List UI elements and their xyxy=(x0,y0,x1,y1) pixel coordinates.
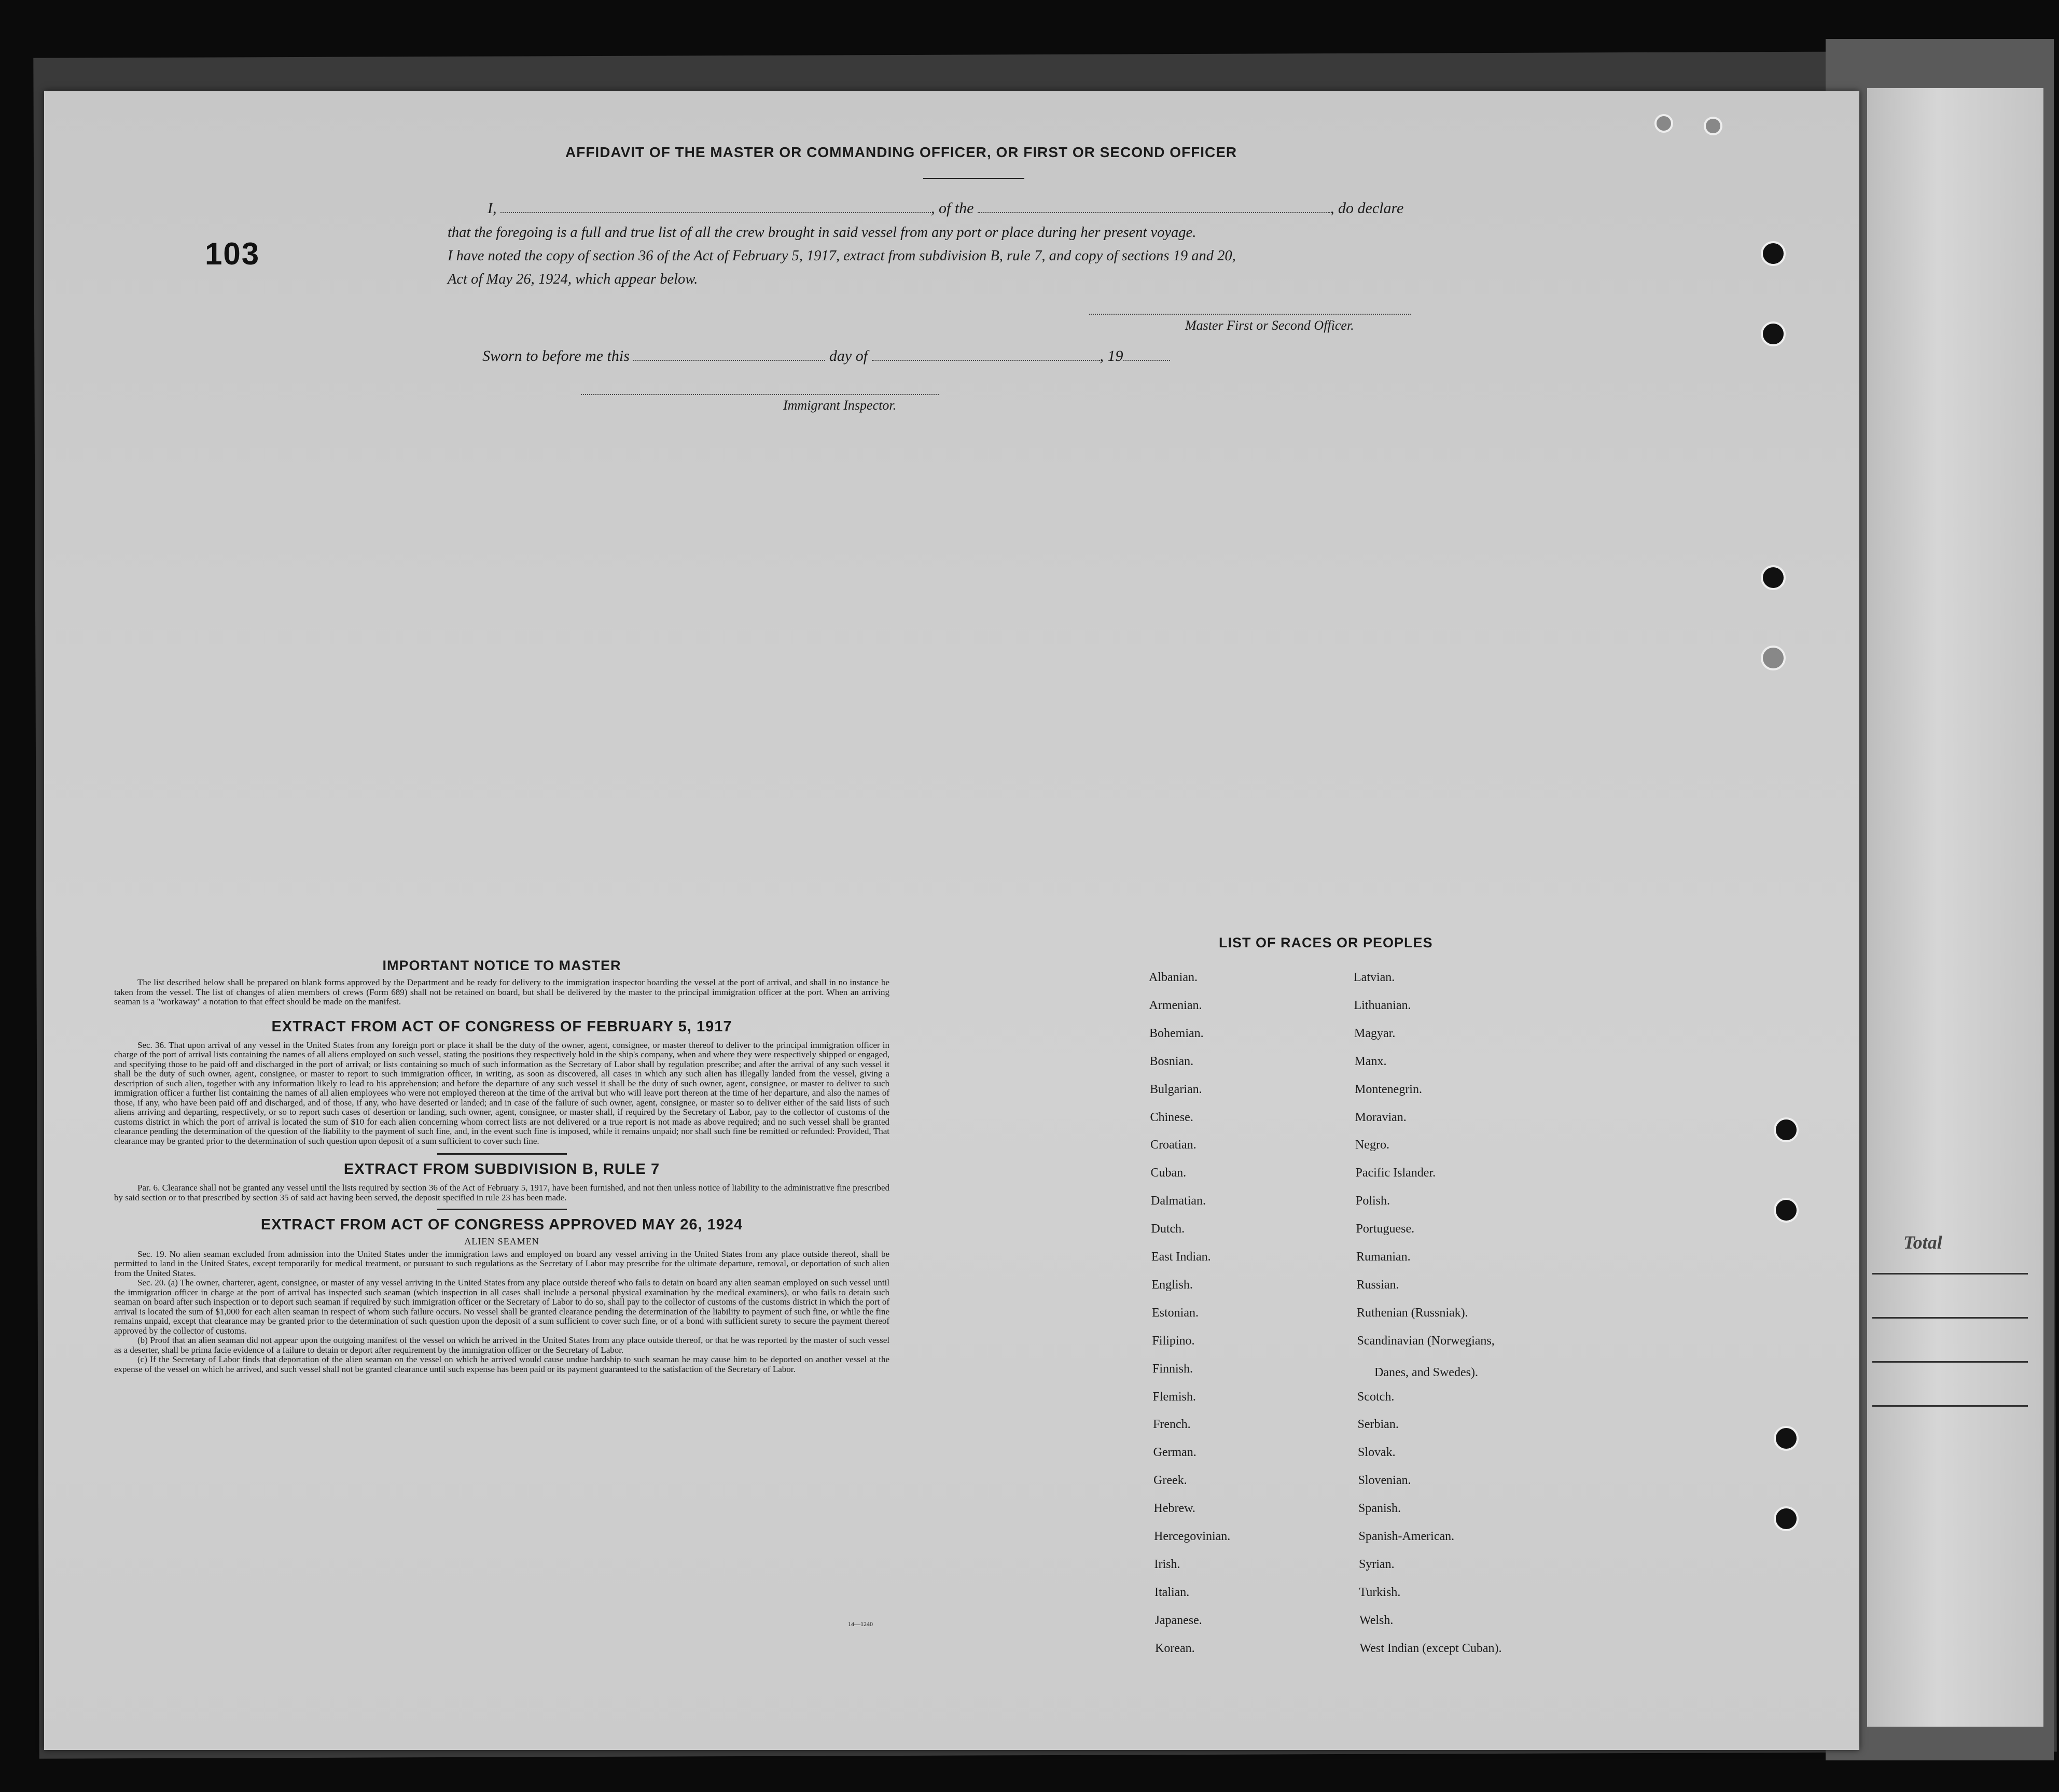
race-item: Finnish. xyxy=(1152,1362,1193,1376)
day-of-text: day of xyxy=(829,347,868,365)
race-item: Japanese. xyxy=(1154,1613,1202,1627)
race-item: Latvian. xyxy=(1354,971,1395,984)
sec-20a-body: Sec. 20. (a) The owner, charterer, agent, consignee, or master of any vessel arriving in the United States from any place outside thereof who fails to detain on board any alien seaman employed on such vessel until the immigration officer in charge at the port of arrival has inspected such seaman (which inspection in all cases shall include a personal physical examination by the medical examiners), or who fails to detain such seaman on board after such inspection or to deport such seaman if required by such immigration officer or the Secretary of Labor to do so, shall pay to the collector of customs of the customs district in which the port of arrival is located the sum of $1,000 for each alien seaman in respect of whom such failure occurs. No vessel shall be granted clearance pending the determination of the liability to payment of such fine, or while the fine remains unpaid, except that clearance may be granted prior to the determination of such question upon the deposit of a sum sufficient to cover such fine, or of a bond with sufficient surety to secure the payment thereof approved by the collector of customs. xyxy=(114,1278,889,1336)
race-item: Danes, and Swedes). xyxy=(1374,1366,1478,1379)
sec-19-body: Sec. 19. No alien seaman excluded from admission into the United States under the immigration laws and employed on board any vessel arriving in the United States from any place outside thereof, shall be permitted to land in the United States, except temporarily for medical treatment, or pursuant to such regulations as the Secretary of Labor may prescribe for the ultimate departure, removal, or deportation of such alien from the United States. xyxy=(114,1249,889,1278)
race-item: Greek. xyxy=(1153,1474,1187,1488)
side-rule xyxy=(1872,1317,2028,1319)
race-item: Dalmatian. xyxy=(1151,1194,1206,1208)
inspector-signature-line[interactable] xyxy=(581,394,939,395)
punch-hole xyxy=(1761,565,1786,590)
vessel-blank[interactable] xyxy=(978,212,1330,213)
section-rule xyxy=(437,1209,567,1210)
punch-hole xyxy=(1761,646,1786,670)
race-item: Serbian. xyxy=(1357,1418,1399,1432)
race-item: Scandinavian (Norwegians, xyxy=(1357,1334,1495,1348)
race-item: Portuguese. xyxy=(1356,1222,1415,1236)
race-item: Negro. xyxy=(1355,1138,1389,1152)
race-item: Spanish-American. xyxy=(1358,1530,1455,1543)
sworn-month-blank[interactable] xyxy=(872,360,1100,361)
side-rule xyxy=(1872,1273,2028,1275)
affidavit-line-4: Act of May 26, 1924, which appear below. xyxy=(448,271,698,287)
extract-1924-title: EXTRACT FROM ACT OF CONGRESS APPROVED MAY 26, 1924 xyxy=(260,1216,743,1233)
race-item: French. xyxy=(1153,1418,1191,1432)
race-item: Polish. xyxy=(1356,1194,1390,1208)
side-rule xyxy=(1872,1405,2028,1407)
affidavit-do-declare: , do declare xyxy=(1330,200,1404,217)
subdivision-body: Par. 6. Clearance shall not be granted any vessel until the lists required by section 36 of the Act of February 5, 1917, have been furnished, and not then unless notice of liability to the administrative fine prescribed by said section or to that prescribed by section 35 of said act having been served, the deposit specified in rule 23 has been made. xyxy=(114,1183,889,1202)
adjacent-page-strip xyxy=(1867,88,2043,1727)
races-title: LIST OF RACES OR PEOPLES xyxy=(1219,935,1433,950)
race-item: English. xyxy=(1151,1278,1193,1292)
punch-hole xyxy=(1704,117,1722,135)
race-item: Irish. xyxy=(1154,1557,1180,1571)
race-item: Korean. xyxy=(1155,1641,1195,1655)
race-item: West Indian (except Cuban). xyxy=(1359,1641,1502,1655)
punch-hole xyxy=(1761,241,1786,266)
race-item: Rumanian. xyxy=(1356,1250,1411,1264)
race-item: Chinese. xyxy=(1150,1110,1193,1124)
notices-column xyxy=(114,958,889,1374)
punch-hole xyxy=(1774,1117,1799,1142)
sworn-text: Sworn to before me this xyxy=(482,347,630,365)
inspector-signature-label: Immigrant Inspector. xyxy=(783,398,897,413)
notice-body: The list described below shall be prepared on blank forms approved by the Department and be ready for delivery to the immigration inspector boarding the vessel at the port of arrival, and shall in no instance be taken from the vessel. The list of changes of alien members of crews (Form 689) shall not be retained on board, but shall be delivered by the master to the principal immigration officer at the port. When an arriving seaman is a "workaway" a notation to that effect should be made on the manifest. xyxy=(114,977,889,1006)
subdivision-title: EXTRACT FROM SUBDIVISION B, RULE 7 xyxy=(343,1161,660,1178)
race-item: Albanian. xyxy=(1149,971,1198,984)
extract-1917-title: EXTRACT FROM ACT OF CONGRESS OF FEBRUARY 5, 1917 xyxy=(271,1018,732,1035)
form-number: 14—1240 xyxy=(848,1620,873,1628)
race-item: Dutch. xyxy=(1151,1222,1185,1236)
race-item: Hercegovinian. xyxy=(1154,1530,1231,1543)
race-item: Lithuanian. xyxy=(1354,998,1411,1012)
race-item: Filipino. xyxy=(1152,1334,1195,1348)
master-signature-label: Master First or Second Officer. xyxy=(1185,318,1354,333)
race-item: Bulgarian. xyxy=(1150,1082,1202,1096)
race-item: Spanish. xyxy=(1358,1502,1401,1516)
stamp-number: 103 xyxy=(205,236,260,271)
race-item: Bosnian. xyxy=(1149,1054,1194,1068)
race-item: Bohemian. xyxy=(1149,1026,1204,1040)
race-item: Turkish. xyxy=(1359,1585,1401,1599)
manifest-page xyxy=(44,91,1859,1750)
race-item: Ruthenian (Russniak). xyxy=(1357,1306,1468,1320)
affidavit-title: AFFIDAVIT OF THE MASTER OR COMMANDING OFFICER, OR FIRST OR SECOND OFFICER xyxy=(565,144,1237,160)
extract-1917-body: Sec. 36. That upon arrival of any vessel in the United States from any foreign port or place it shall be the duty of the owner, agent, consignee, or master thereof to deliver to the principal immigration officer in charge of the port of arrival lists containing the names of all aliens employed on such vessel, stating the positions they respectively hold in the ship's company, when and where they were respectively shipped or engaged, and specifying those to be paid off and discharged in the port of arrival; or lists containing so much of such information as the Secretary of Labor shall by regulation prescribe; and after the arrival of any such vessel it shall be the duty of such owner, agent, consignee, or master to report to such immigration officer, in writing, as soon as discovered, all cases in which any such alien has illegally landed from the vessel, giving a description of such alien, together with any information likely to lead to his apprehension; and before the departure of any such vessel it shall be the duty of such owner, agent, consignee, or master to deliver to such immigration officer a further list containing the names of all alien employees who were not employed thereon at the time of the arrival but who will leave port thereon at the time of her departure, and also the names of those, if any, who have been paid off and discharged, and of those, if any, who have deserted or landed; and in case of the failure of such owner, agent, consignee, or master so to deliver either of the said lists of such aliens arriving and departing, respectively, or so to report such cases of desertion or landing, such owner, agent, consignee, or master shall, if required by the Secretary of Labor, pay to the collector of customs of the customs district in which the port of arrival is located the sum of $10 for each alien concerning whom correct lists are not delivered or a true report is not made as above required; and no such vessel shall be granted clearance pending the determination of the question of the liability to the payment of such fine, and, in the event such fine is imposed, while it remains unpaid; nor shall such fine be remitted or refunded: Provided, That clearance may be granted prior to the determination of such question upon deposit of a sum sufficient to cover such fine. xyxy=(114,1040,889,1146)
affidavit-of-the: , of the xyxy=(931,200,974,217)
race-item: Moravian. xyxy=(1355,1110,1407,1124)
punch-hole xyxy=(1774,1426,1799,1451)
race-item: German. xyxy=(1153,1446,1197,1460)
master-signature-line[interactable] xyxy=(1089,314,1411,315)
race-item: Italian. xyxy=(1154,1585,1190,1599)
race-item: Pacific Islander. xyxy=(1355,1166,1436,1180)
alien-seamen-subtitle: ALIEN SEAMEN xyxy=(464,1236,539,1247)
race-item: Welsh. xyxy=(1359,1613,1394,1627)
sec-20c-body: (c) If the Secretary of Labor finds that deportation of the alien seaman on the vessel on which he arrived would cause undue hardship to such seaman he may cause him to be deported on another vessel at the expense of the vessel on which he arrived, and such vessel shall not be granted clearance until such expense has been paid or its payment guaranteed to the satisfaction of the Secretary of Labor. xyxy=(114,1354,889,1374)
race-item: Syrian. xyxy=(1359,1557,1395,1571)
race-item: Slovenian. xyxy=(1358,1474,1411,1488)
affidavit-i: I, xyxy=(488,200,497,217)
notice-title: IMPORTANT NOTICE TO MASTER xyxy=(382,958,621,973)
sworn-line xyxy=(482,347,1170,365)
affidavit-line-2: that the foregoing is a full and true list of all the crew brought in said vessel from any port or place during her present voyage. xyxy=(448,225,1197,241)
race-item: Montenegrin. xyxy=(1355,1082,1422,1096)
race-item: Scotch. xyxy=(1357,1390,1395,1404)
punch-hole xyxy=(1654,114,1673,133)
side-rule xyxy=(1872,1361,2028,1363)
sworn-year-blank[interactable] xyxy=(1123,360,1170,361)
race-item: Armenian. xyxy=(1149,998,1202,1012)
race-item: East Indian. xyxy=(1151,1250,1211,1264)
race-item: Magyar. xyxy=(1354,1026,1396,1040)
affidavit-line-3: I have noted the copy of section 36 of the Act of February 5, 1917, extract from subdivision B, rule 7, and copy of sections 19 and 20, xyxy=(448,248,1236,264)
sec-20b-body: (b) Proof that an alien seaman did not appear upon the outgoing manifest of the vessel on which he arrived in the United States from any place outside thereof, or that he was reported by the master of such vessel as a deserter, shall be prima facie evidence of a failure to detain or deport after requirement by the immigration officer or the Secretary of Labor. xyxy=(114,1335,889,1355)
race-item: Russian. xyxy=(1356,1278,1399,1292)
race-item: Cuban. xyxy=(1150,1166,1187,1180)
side-total-label: Total xyxy=(1903,1232,1942,1253)
punch-hole xyxy=(1761,321,1786,346)
race-item: Slovak. xyxy=(1358,1446,1396,1460)
race-item: Hebrew. xyxy=(1153,1502,1195,1516)
title-rule xyxy=(923,178,1024,179)
race-item: Estonian. xyxy=(1152,1306,1199,1320)
punch-hole xyxy=(1774,1506,1799,1531)
name-blank[interactable] xyxy=(500,212,931,213)
race-item: Flemish. xyxy=(1152,1390,1196,1404)
affidavit-line-1 xyxy=(488,200,1403,217)
section-rule xyxy=(437,1153,567,1155)
race-item: Manx. xyxy=(1354,1054,1387,1068)
race-item: Croatian. xyxy=(1150,1138,1197,1152)
sworn-day-blank[interactable] xyxy=(633,360,825,361)
punch-hole xyxy=(1774,1198,1799,1223)
year-prefix: , 19 xyxy=(1100,347,1123,365)
